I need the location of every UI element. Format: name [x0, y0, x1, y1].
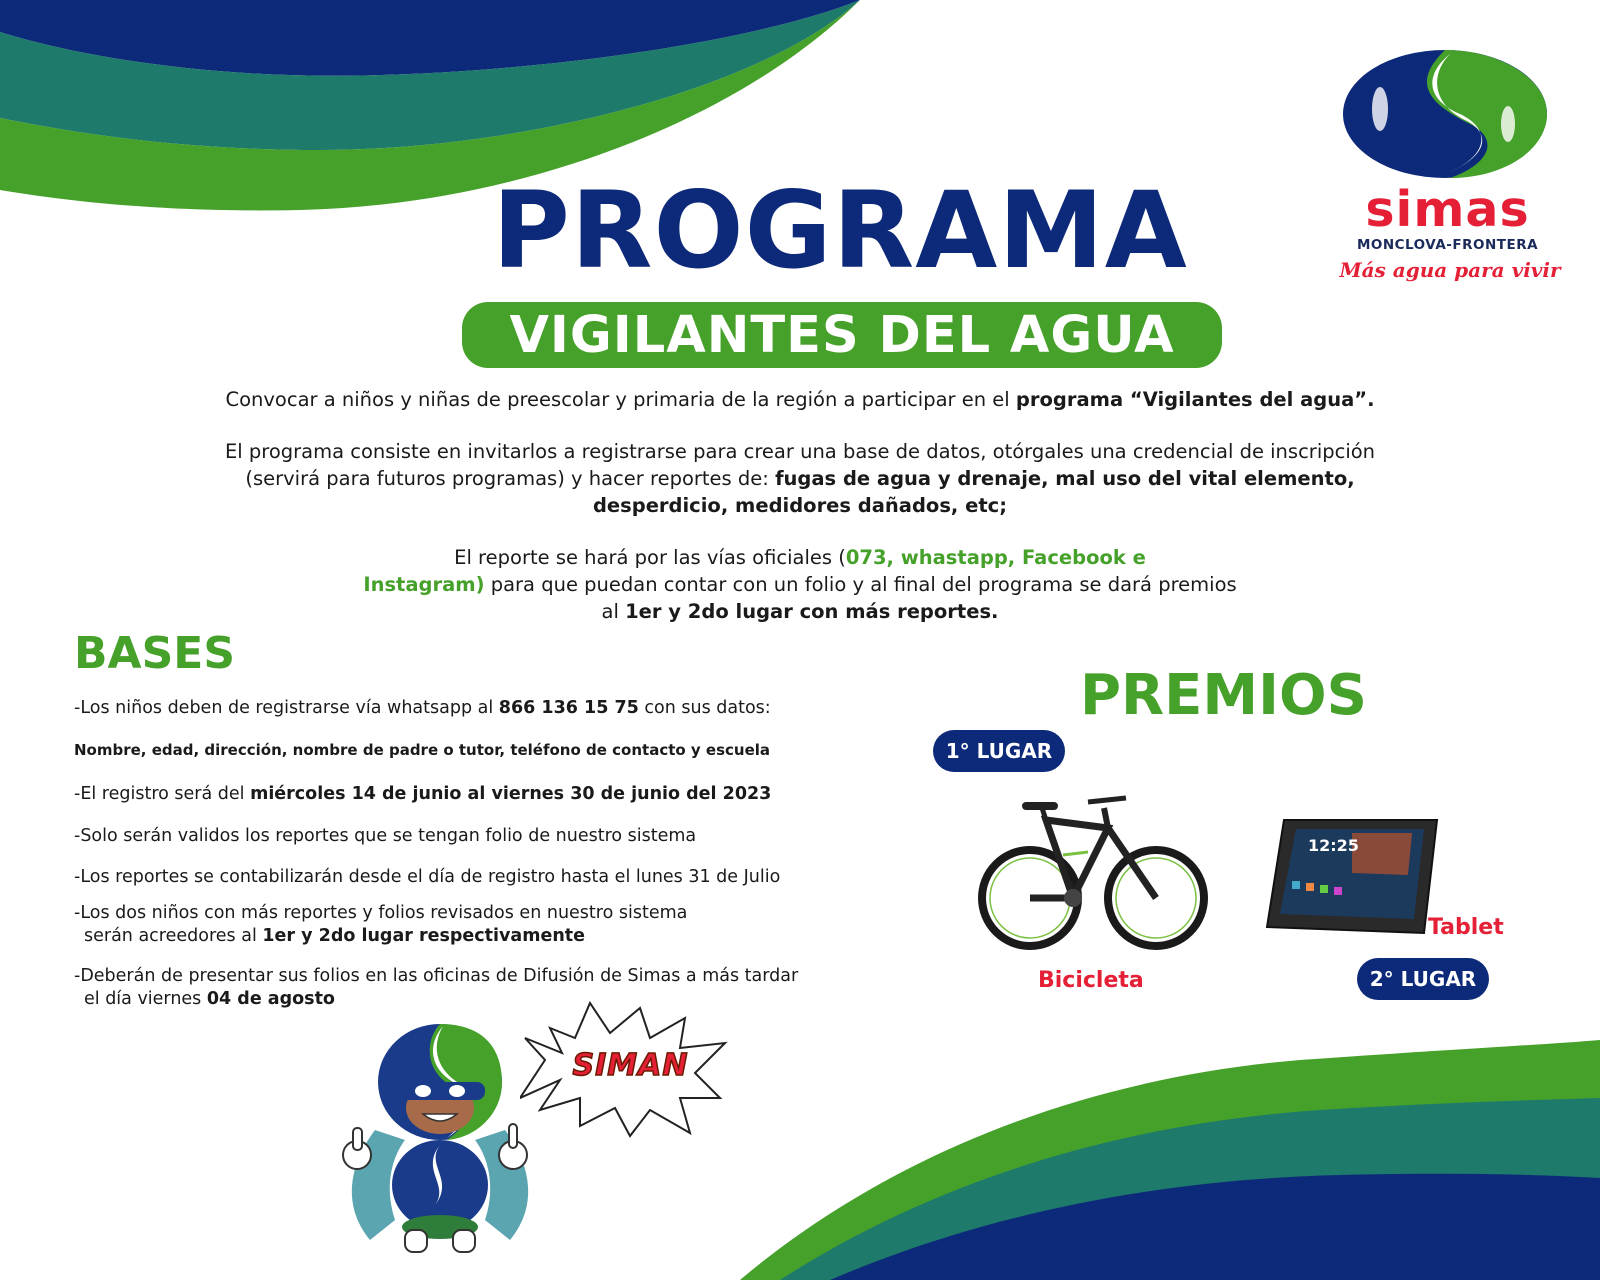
intro-p3-line1 [190, 544, 1410, 571]
intro-p3-line2-text: para que puedan contar con un folio y al final del programa se dará premios [484, 573, 1237, 596]
rule-5-line2-bold: 1er y 2do lugar respectivamente [262, 926, 586, 946]
rule-5-line2 [74, 925, 687, 948]
first-place-label: 1° LUGAR [945, 739, 1053, 763]
intro-p3-line2 [190, 571, 1410, 598]
intro-p3-line3-text: al [601, 600, 626, 623]
whatsapp-number: 866 136 15 75 [498, 698, 639, 718]
second-place-label: 2° LUGAR [1369, 967, 1477, 991]
intro-p2-line3 [190, 492, 1410, 519]
logo-slogan: Más agua para vivir [1339, 258, 1561, 282]
rule-5-line1: -Los dos niños con más reportes y folios revisados en nuestro sistema [74, 903, 688, 923]
bottom-right-wave-decoration [740, 1040, 1600, 1280]
first-place-badge [933, 730, 1065, 772]
page-title: PROGRAMA [492, 169, 1188, 292]
rule-3: -Solo serán validos los reportes que se tengan folio de nuestro sistema [74, 826, 697, 846]
program-name-text: VIGILANTES DEL AGUA [509, 305, 1175, 365]
rule-5-line2-text: serán acreedores al [84, 926, 263, 946]
premios-heading: PREMIOS [1080, 663, 1367, 728]
second-place-badge [1357, 958, 1489, 1000]
rule-1-text: -Los niños deben de registrarse vía whatsapp al [74, 698, 499, 718]
bases-heading: BASES [74, 628, 236, 679]
simas-drop-logo-icon [1340, 44, 1550, 179]
intro-p2-line2-bold: fugas de agua y drenaje, mal uso del vital elemento, [775, 467, 1355, 490]
rule-5 [74, 902, 687, 948]
official-channels-text-2: Instagram) [363, 573, 485, 596]
intro-p3-line1-text: El reporte se hará por las vías oficiales ( [454, 546, 846, 569]
intro-paragraph-1 [190, 386, 1410, 413]
program-name-banner [462, 302, 1222, 368]
intro-p1-bold: programa “Vigilantes del agua”. [1015, 388, 1375, 411]
bicycle-icon [978, 780, 1208, 955]
rule-4: -Los reportes se contabilizarán desde el día de registro hasta el lunes 31 de Julio [74, 867, 781, 887]
rule-6-line1: -Deberán de presentar sus folios en las oficinas de Difusión de Simas a más tardar [74, 966, 799, 986]
rule-2-text: -El registro será del [74, 784, 251, 804]
intro-p3-line3-bold: 1er y 2do lugar con más reportes. [625, 600, 999, 623]
rule-1-details: Nombre, edad, dirección, nombre de padre o tutor, teléfono de contacto y escuela [74, 741, 771, 759]
intro-paragraph-2 [190, 438, 1410, 519]
intro-paragraph-3 [190, 544, 1410, 625]
intro-p1-text: Convocar a niños y niñas de preescolar y primaria de la región a participar en el [225, 388, 1016, 411]
intro-p2-line2 [190, 465, 1410, 492]
tablet-icon [1262, 815, 1442, 940]
intro-p3-line3 [190, 598, 1410, 625]
rule-6-line2-text: el día viernes [84, 989, 207, 1009]
rule-1-end: con sus datos: [638, 698, 771, 718]
deadline-date: 04 de agosto [206, 989, 335, 1009]
second-prize-label: Tablet [1428, 915, 1504, 940]
first-prize-label: Bicicleta [1038, 968, 1144, 993]
rule-1 [74, 697, 771, 720]
logo-subtitle: MONCLOVA-FRONTERA [1356, 237, 1539, 253]
tablet-clock-text: 12:25 [1308, 836, 1359, 855]
official-channels-text: 073, whastapp, Facebook e [845, 546, 1146, 569]
logo-wordmark: simas [1365, 181, 1530, 238]
intro-p2-line2-text: (servirá para futuros programas) y hacer reportes de: [245, 467, 776, 490]
registration-dates: miércoles 14 de junio al viernes 30 de junio del 2023 [250, 784, 772, 804]
rule-2 [74, 783, 771, 806]
mascot-name-text: SIMAN [572, 1048, 689, 1083]
intro-p2-line1: El programa consiste en invitarlos a registrarse para crear una base de datos, otórgales una credencial de inscripción [224, 440, 1376, 463]
intro-p2-line3-bold: desperdicio, medidores dañados, etc; [592, 494, 1008, 517]
